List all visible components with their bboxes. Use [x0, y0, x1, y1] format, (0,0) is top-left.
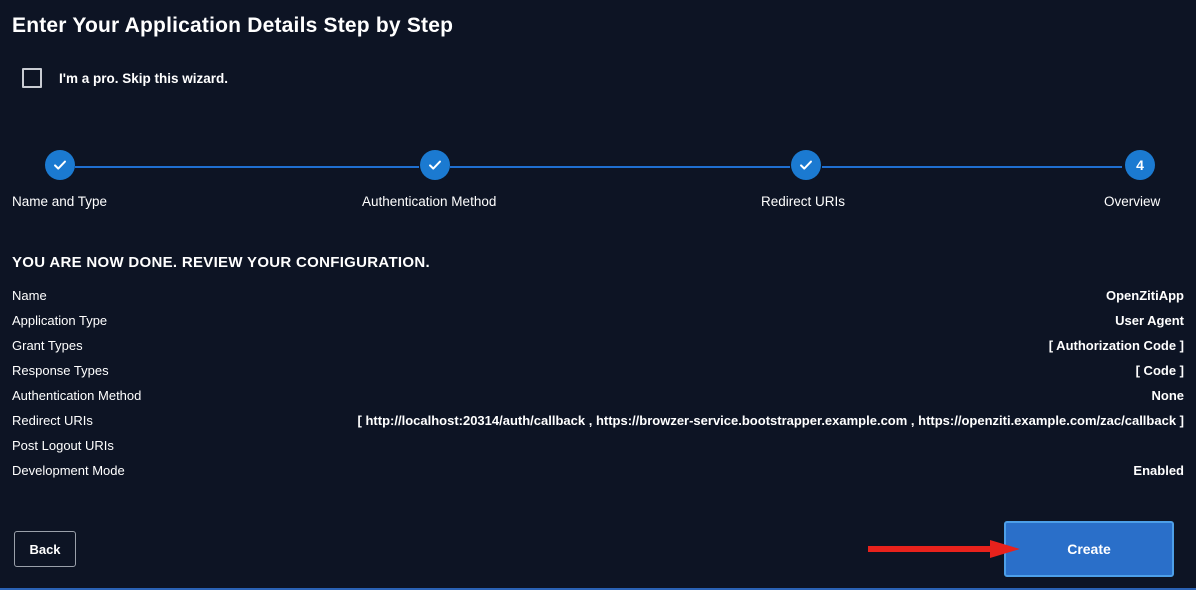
step-circle-3[interactable]: [791, 150, 821, 180]
step-connector-3: [822, 166, 1122, 168]
skip-wizard-checkbox[interactable]: [22, 68, 42, 88]
review-rows: [12, 288, 1184, 488]
row-value-grant-types: [ Authorization Code ]: [1048, 338, 1184, 353]
row-key-grant-types: Grant Types: [12, 338, 83, 353]
wizard-stepper: [0, 150, 1196, 220]
step-label-authentication-method: Authentication Method: [362, 194, 497, 209]
row-key-post-logout-uris: Post Logout URIs: [12, 438, 114, 453]
row-key-name: Name: [12, 288, 47, 303]
back-button[interactable]: Back: [14, 531, 76, 567]
row-value-response-types: [ Code ]: [1135, 363, 1184, 378]
skip-wizard-row: [22, 68, 228, 88]
step-label-redirect-uris: Redirect URIs: [761, 194, 846, 209]
step-circle-1[interactable]: [45, 150, 75, 180]
row-key-redirect-uris: Redirect URIs: [12, 413, 93, 428]
table-row: [12, 388, 1184, 413]
table-row: [12, 313, 1184, 338]
review-heading: YOU ARE NOW DONE. REVIEW YOUR CONFIGURATION.: [12, 254, 430, 271]
check-icon: [427, 157, 443, 173]
step-connector-1: [75, 166, 419, 168]
row-value-name: OpenZitiApp: [1106, 288, 1184, 303]
row-key-application-type: Application Type: [12, 313, 108, 328]
check-icon: [798, 157, 814, 173]
step-label-overview: Overview: [1104, 194, 1161, 209]
row-value-redirect-uris: [ http://localhost:20314/auth/callback , https://browzer-service.bootstrapper.example.com , https://openziti.example.com/zac/callback ]: [357, 413, 1184, 428]
step-circle-2[interactable]: [420, 150, 450, 180]
row-value-authentication-method: None: [1151, 388, 1184, 403]
table-row: [12, 363, 1184, 388]
create-button[interactable]: Create: [1004, 521, 1174, 577]
table-row: [12, 438, 1184, 463]
row-key-authentication-method: Authentication Method: [12, 388, 142, 403]
step-circle-4[interactable]: 4: [1125, 150, 1155, 180]
row-key-development-mode: Development Mode: [12, 463, 125, 478]
page-title: Enter Your Application Details Step by Step: [12, 14, 454, 37]
table-row: [12, 413, 1184, 438]
pointer-arrow-annotation: [868, 538, 1020, 560]
row-value-application-type: User Agent: [1115, 313, 1184, 328]
table-row: [12, 338, 1184, 363]
step-label-name-and-type: Name and Type: [12, 194, 108, 209]
table-row: [12, 463, 1184, 488]
row-value-development-mode: Enabled: [1133, 463, 1184, 478]
row-key-response-types: Response Types: [12, 363, 109, 378]
check-icon: [52, 157, 68, 173]
skip-wizard-label: I'm a pro. Skip this wizard.: [59, 70, 228, 86]
step-connector-2: [450, 166, 790, 168]
table-row: [12, 288, 1184, 313]
